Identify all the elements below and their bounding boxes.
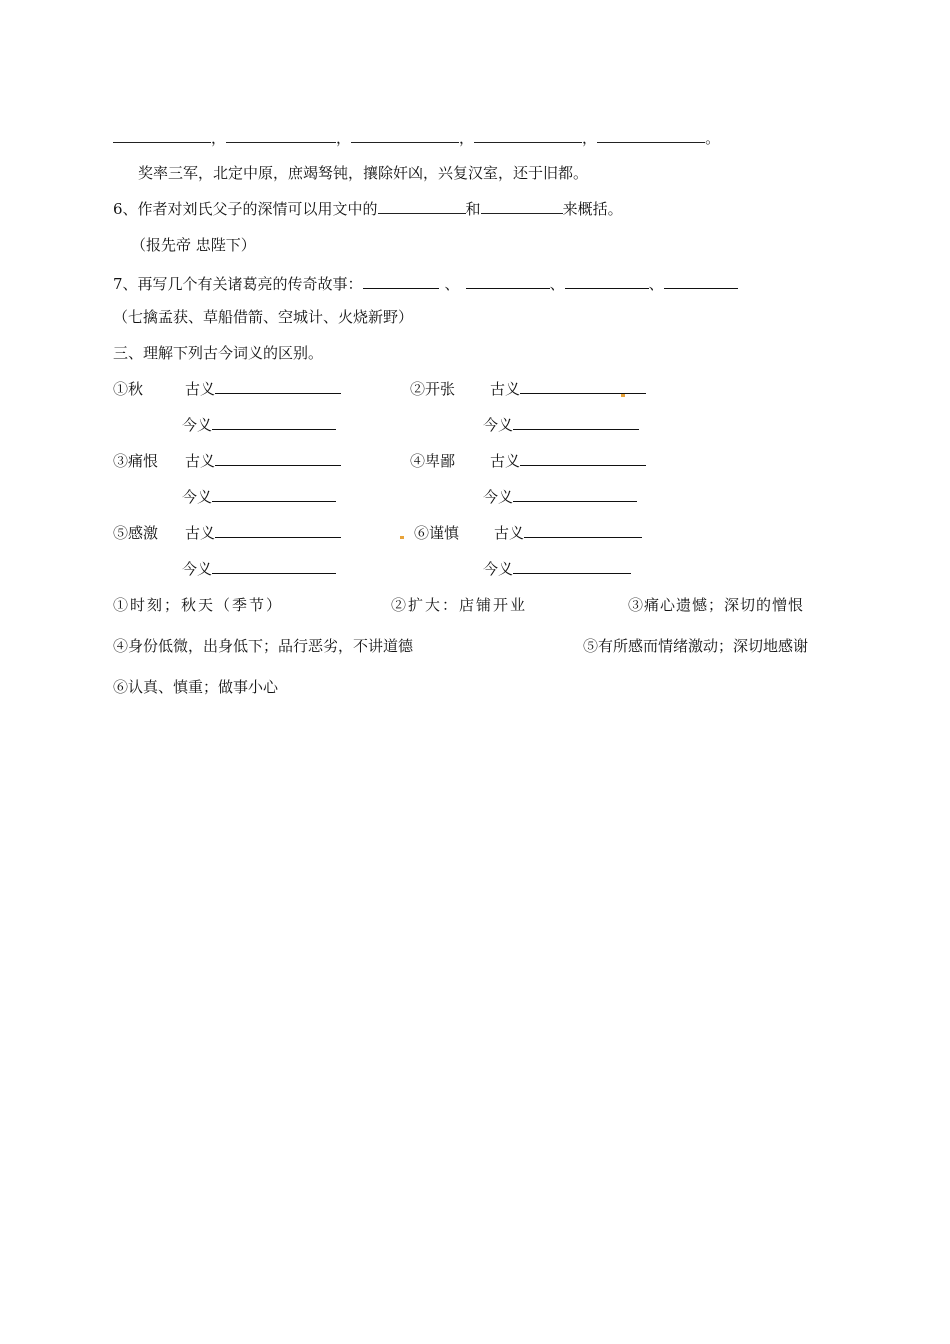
q6-mid: 和	[465, 200, 481, 218]
word-5-modern-blank[interactable]	[212, 559, 336, 574]
ancient-label: 古义	[185, 380, 216, 398]
comma-3: ，	[459, 129, 475, 147]
word-6-ancient	[494, 523, 642, 543]
q6-blank-2[interactable]	[481, 199, 563, 214]
word-3: ③痛恨	[113, 452, 159, 470]
word-2-ancient-blank[interactable]	[520, 379, 646, 394]
word-3-modern	[182, 487, 336, 507]
answer-line-1: 奖率三军，北定中原，庶竭驽钝，攘除奸凶，兴复汉室，还于旧都。	[138, 164, 589, 182]
blank-5[interactable]	[597, 128, 705, 143]
ancient-label: 古义	[494, 524, 525, 542]
word-3-modern-blank[interactable]	[212, 487, 336, 502]
q7-sep-3: 、	[648, 275, 664, 293]
q7-blank-3[interactable]	[565, 274, 649, 289]
word-2-modern-blank[interactable]	[513, 415, 639, 430]
word-2: ②开张	[410, 380, 456, 398]
question-7	[113, 274, 738, 294]
answer-3-1: ①时刻；秋天（季节）	[113, 596, 284, 614]
modern-label: 今义	[483, 488, 514, 506]
answer-3-6: ⑥认真、慎重；做事小心	[113, 678, 279, 696]
word-1-ancient-blank[interactable]	[215, 379, 341, 394]
q7-blank-1[interactable]	[363, 274, 439, 289]
q6-suffix: 来概括。	[562, 200, 623, 218]
comma-2: ，	[336, 129, 352, 147]
word-5: ⑤感激	[113, 524, 159, 542]
modern-label: 今义	[182, 560, 213, 578]
word-1-modern-blank[interactable]	[212, 415, 336, 430]
answer-3-5: ⑤有所感而情绪激动；深切地感谢	[583, 637, 809, 655]
ancient-label: 古义	[185, 452, 216, 470]
word-1: ①秋	[113, 380, 144, 398]
answer-7: （七擒孟获、草船借箭、空城计、火烧新野）	[113, 308, 414, 326]
answer-3-4: ④身份低微，出身低下；品行恶劣，不讲道德	[113, 637, 414, 655]
word-6-ancient-blank[interactable]	[524, 523, 642, 538]
modern-label: 今义	[483, 560, 514, 578]
word-4: ④卑鄙	[410, 452, 456, 470]
q6-prefix: 6、作者对刘氏父子的深情可以用文中的	[113, 200, 378, 218]
period: 。	[705, 129, 721, 147]
word-6-modern	[483, 559, 631, 579]
highlight-mark	[400, 536, 404, 539]
word-4-modern-blank[interactable]	[513, 487, 637, 502]
modern-label: 今义	[182, 416, 213, 434]
word-4-modern	[483, 487, 637, 507]
comma-4: ，	[582, 129, 598, 147]
ancient-label: 古义	[185, 524, 216, 542]
q7-prefix: 7、再写几个有关诸葛亮的传奇故事：	[113, 275, 363, 293]
word-6-modern-blank[interactable]	[513, 559, 631, 574]
word-1-modern	[182, 415, 336, 435]
fill-blanks-row	[113, 128, 720, 148]
highlight-mark	[621, 394, 625, 397]
answer-3-2: ②扩大：店铺开业	[391, 596, 528, 614]
word-3-ancient	[185, 451, 341, 471]
answer-6: （报先帝 忠陛下）	[131, 236, 256, 254]
word-4-ancient-blank[interactable]	[520, 451, 646, 466]
blank-4[interactable]	[474, 128, 582, 143]
q7-sep-2: 、	[549, 275, 565, 293]
word-1-ancient	[185, 379, 341, 399]
word-2-modern	[483, 415, 639, 435]
ancient-label: 古义	[490, 452, 521, 470]
q7-sep-1: 、	[444, 275, 460, 293]
word-6: ⑥谨慎	[414, 524, 460, 542]
modern-label: 今义	[182, 488, 213, 506]
blank-2[interactable]	[226, 128, 336, 143]
section-3-title: 三、理解下列古今词义的区别。	[113, 344, 324, 362]
q7-blank-2[interactable]	[466, 274, 550, 289]
word-3-ancient-blank[interactable]	[215, 451, 341, 466]
word-5-ancient	[185, 523, 341, 543]
blank-1[interactable]	[113, 128, 211, 143]
q6-blank-1[interactable]	[378, 199, 466, 214]
answer-3-3: ③痛心遗憾；深切的憎恨	[628, 596, 805, 614]
word-5-ancient-blank[interactable]	[215, 523, 341, 538]
question-6	[113, 199, 623, 219]
word-5-modern	[182, 559, 336, 579]
modern-label: 今义	[483, 416, 514, 434]
q7-blank-4[interactable]	[664, 274, 738, 289]
comma-1: ，	[211, 129, 227, 147]
ancient-label: 古义	[490, 380, 521, 398]
word-4-ancient	[490, 451, 646, 471]
blank-3[interactable]	[351, 128, 459, 143]
